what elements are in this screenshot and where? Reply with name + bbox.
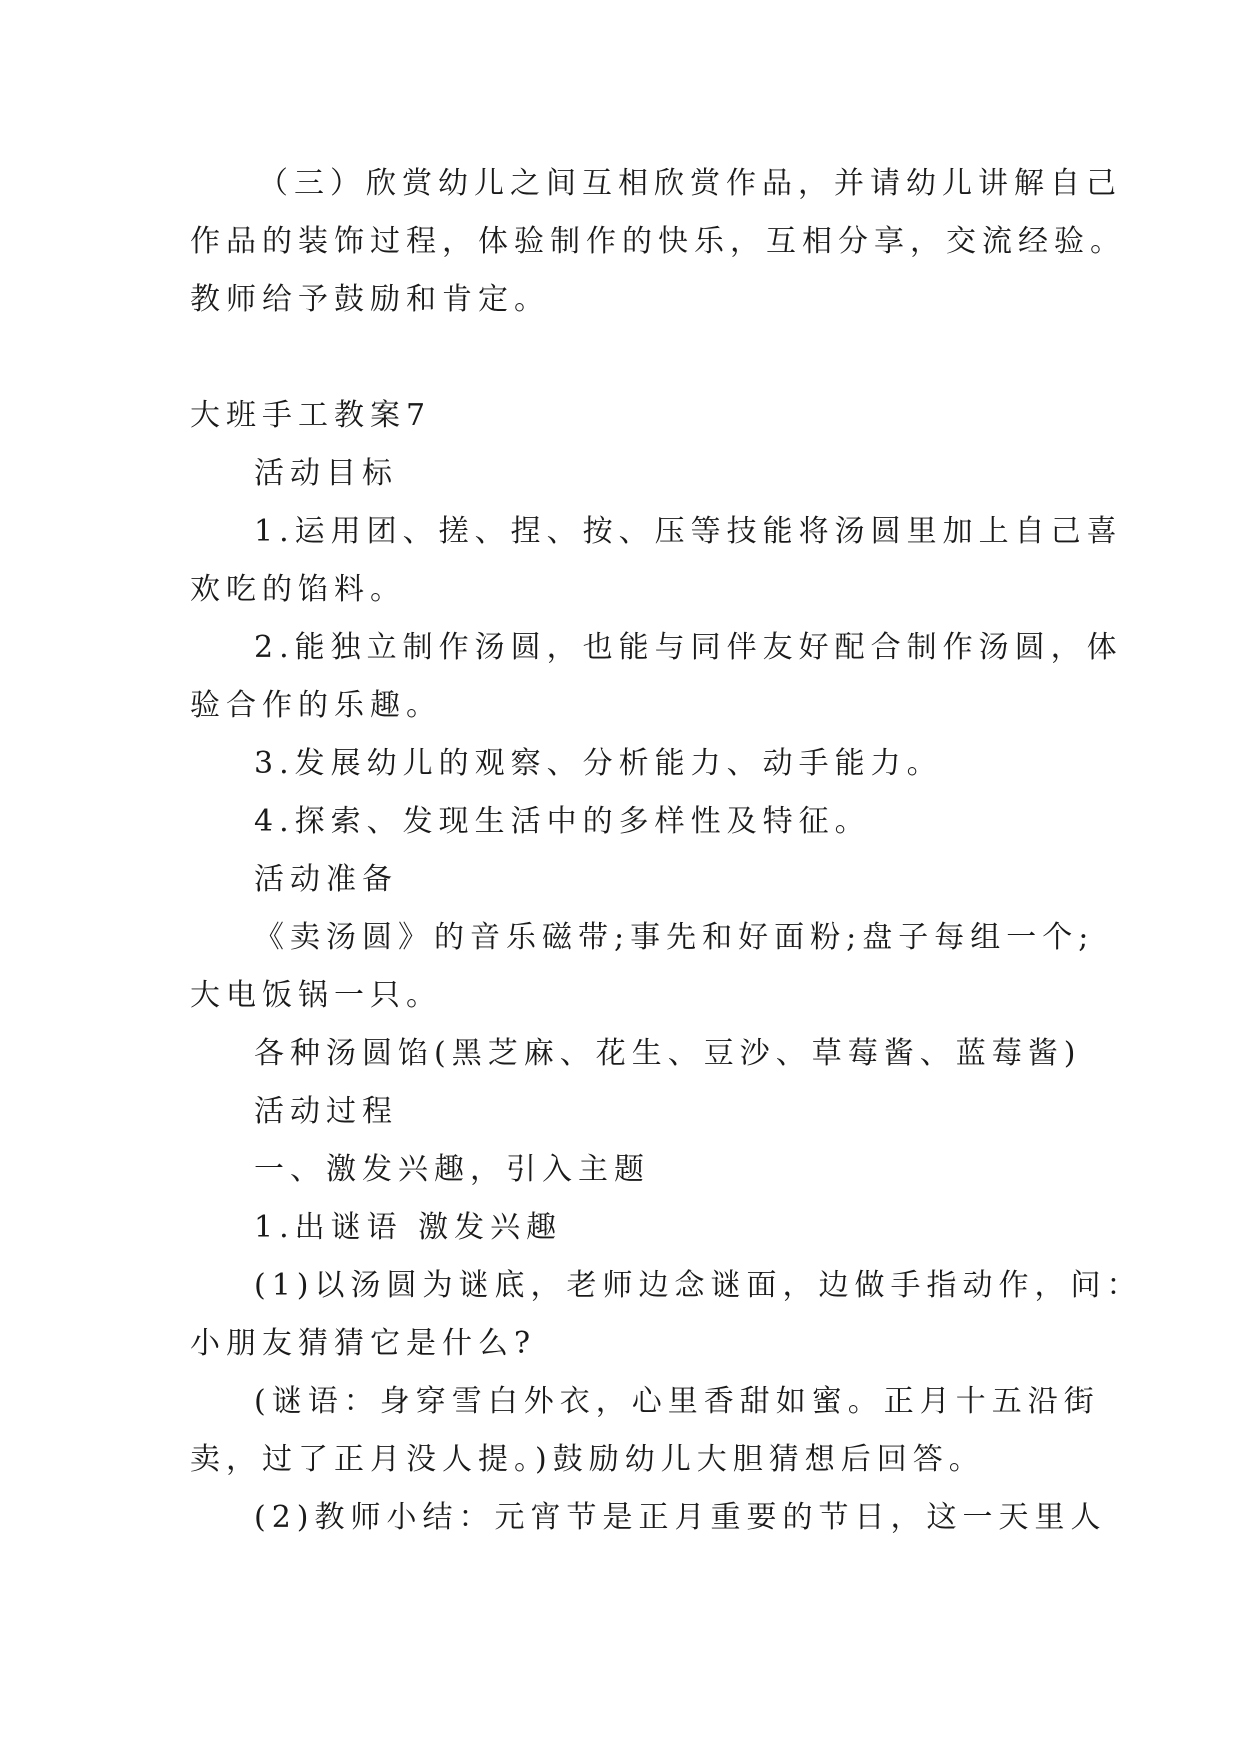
paragraph-line: 1.运用团、搓、捏、按、压等技能将汤圆里加上自己喜: [254, 514, 1123, 549]
paragraph-line: 卖，过了正月没人提。)鼓励幼儿大胆猜想后回答。: [190, 1442, 985, 1477]
subheading: 活动过程: [254, 1094, 398, 1129]
paragraph-line: (1)以汤圆为谜底，老师边念谜面，边做手指动作，问：: [254, 1268, 1143, 1303]
paragraph-line: 《卖汤圆》的音乐磁带;事先和好面粉;盘子每组一个;: [254, 920, 1095, 955]
paragraph-line: （三）欣赏幼儿之间互相欣赏作品，并请幼儿讲解自己: [258, 166, 1122, 201]
paragraph-line: 2.能独立制作汤圆，也能与同伴友好配合制作汤圆，体: [254, 630, 1123, 665]
paragraph-line: 小朋友猜猜它是什么?: [190, 1326, 537, 1361]
paragraph-line: 教师给予鼓励和肯定。: [190, 282, 550, 317]
paragraph-line: 验合作的乐趣。: [190, 688, 442, 723]
paragraph-line: 一、激发兴趣，引入主题: [254, 1152, 650, 1187]
paragraph-line: (2)教师小结：元宵节是正月重要的节日，这一天里人: [254, 1500, 1107, 1535]
paragraph-line: 欢吃的馅料。: [190, 572, 406, 607]
paragraph-line: 3.发展幼儿的观察、分析能力、动手能力。: [254, 746, 943, 781]
section-heading: 大班手工教案7: [190, 398, 432, 433]
paragraph-line: 大电饭锅一只。: [190, 978, 442, 1013]
subheading: 活动准备: [254, 862, 398, 897]
paragraph-line: (谜语：身穿雪白外衣，心里香甜如蜜。正月十五沿街: [254, 1384, 1100, 1419]
paragraph-line: 作品的装饰过程，体验制作的快乐，互相分享，交流经验。: [190, 224, 1126, 259]
paragraph-line: 各种汤圆馅(黑芝麻、花生、豆沙、草莓酱、蓝莓酱): [254, 1036, 1082, 1071]
paragraph-line: 1.出谜语 激发兴趣: [254, 1210, 563, 1245]
subheading: 活动目标: [254, 456, 398, 491]
paragraph-line: 4.探索、发现生活中的多样性及特征。: [254, 804, 871, 839]
